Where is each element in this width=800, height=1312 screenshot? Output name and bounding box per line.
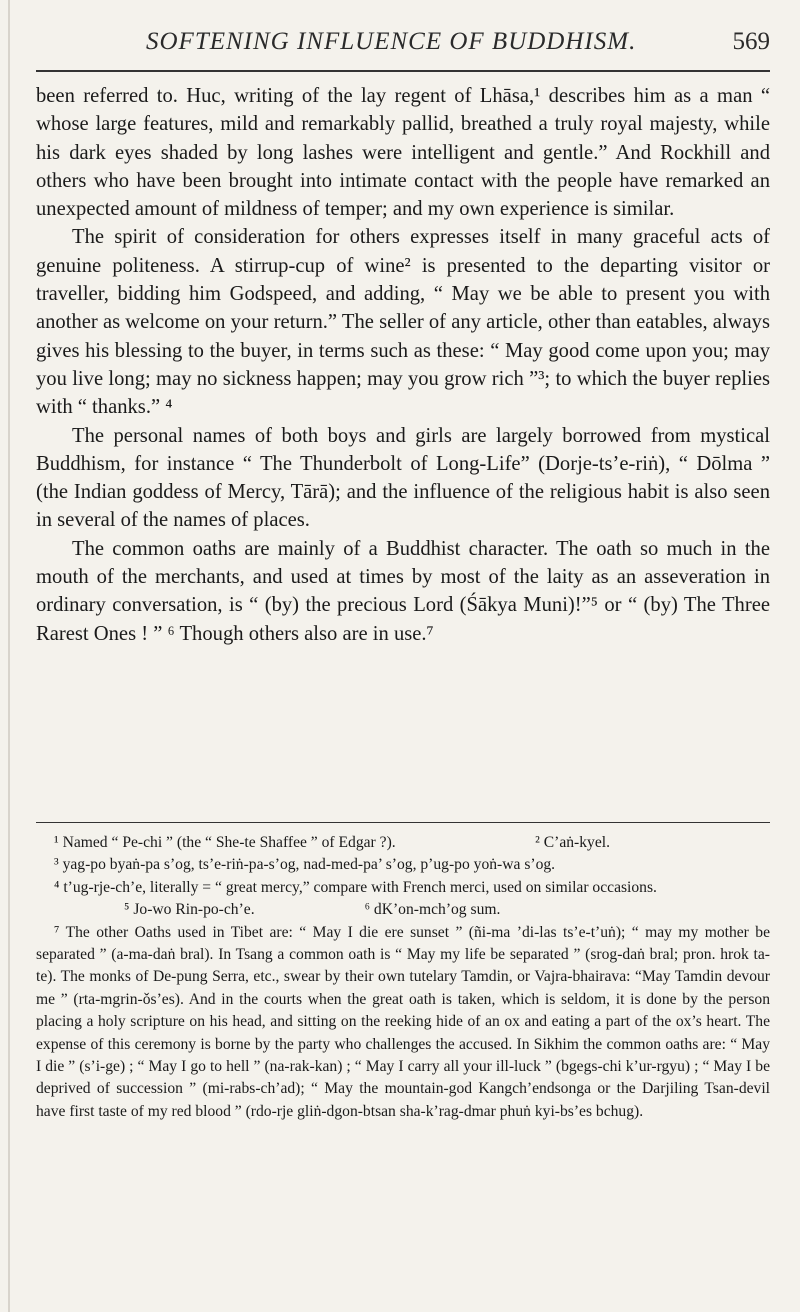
header-rule [36, 70, 770, 72]
footnote-5: ⁵ Jo-wo Rin-po-ch’e. [124, 901, 255, 919]
footnote-rule [36, 822, 770, 823]
footnote-3: ³ yag-po byaṅ-pa s’og, ts’e-riṅ-pa-s’og, nad-med-pa’ s’og, p’ug-po yoṅ-wa s’og. [54, 856, 556, 874]
paragraph-4: The common oaths are mainly of a Buddhist character. The oath so much in the mouth of the merchants, and used at times by most of the laity as an asseveration in ordinary conversation, is “ (by) the precious Lord (Śākya Muni)!”⁵ or “ (by) The Three Rarest Ones ! ” ⁶ Though others also are in use.⁷ [36, 537, 770, 645]
footnote-7: ⁷ The other Oaths used in Tibet are: “ May I die ere sunset ” (ñi-ma ’di-las ts’e-t’uṅ); “ may my mother be separated ” (a-ma-daṅ bral). In Tsang a common oath is “ May my life be separated ” (srog-daṅ bral; pron. hrok ta-te). The monks of De-pung Serra, etc., swear by their own tutelary Tamdin, or Vajra-bhairava: “May Tamdin devour me ” (rta-mgrin-ǒs’es). And in the courts when the great oath is taken, which is seldom, it is done by the person placing a holy scripture on his head, and sitting on the reeking hide of an ox and eating a part of the ox’s heart. The expense of this ceremony is borne by the party who challenges the accused. In Sikhim the common oaths are: “ May I die ” (s’i-ge) ; “ May I go to hell ” (na-rak-kan) ; “ May I carry all your ill-luck ” (bgegs-chi k’ur-rgyu) ; “ May I be deprived of succession ” (mi-rabs-ch’ad); “ May the mountain-god Kangch’endsonga or the Darjiling Tsan-devil have first taste of my red blood ” (rdo-rje gliṅ-dgon-btsan sha-k’rag-dmar phuṅ kyi-bs’es bchug). [36, 923, 770, 1120]
paragraph-1: been referred to. Huc, writing of the lay regent of Lhāsa,¹ describes him as a man “ whose large features, mild and remarkably pallid, breathed a truly royal majesty, while his dark eyes shaded by long lashes were intelligent and gentle.” And Rockhill and others who have been brought into intimate contact with the people have remarked an unexpected amount of mildness of temper; and my own experience is similar. [36, 85, 770, 221]
footnote-6: ⁶ dK’on-mch’og sum. [364, 901, 501, 919]
body-text [36, 82, 770, 648]
page-edge [8, 0, 10, 1312]
footnote-2: ² C’aṅ-kyel. [535, 834, 610, 851]
footnote-row-5 [36, 899, 770, 921]
paragraph-3: The personal names of both boys and girls are largely borrowed from mystical Buddhism, for instance “ The Thunderbolt of Long-Life” (Dorje-ts’e-riṅ), “ Dōlma ” (the Indian goddess of Mercy, Tārā); and the influence of the religious habit is also seen in several of the names of places. [36, 424, 770, 532]
running-head [36, 22, 770, 62]
footnote-4: ⁴ t’ug-rje-ch’e, literally = “ great mercy,” compare with French merci, used on similar occasions. [54, 878, 657, 896]
footnotes [36, 832, 770, 1123]
paragraph-2: The spirit of consideration for others expresses itself in many graceful acts of genuine politeness. A stirrup-cup of wine² is presented to the departing visitor or traveller, bidding him Godspeed, and adding, “ May we be able to present you with another as welcome on your return.” The seller of any article, other than eatables, always gives his blessing to the buyer, in terms such as these: “ May good come upon you; may you live long; may no sickness happen; may you grow rich ”³; to which the buyer replies with “ thanks.” ⁴ [36, 226, 770, 419]
footnote-1: ¹ Named “ Pe-chi ” (the “ She-te Shaffee ” of Edgar ?). [54, 834, 396, 851]
running-title: SOFTENING INFLUENCE OF BUDDHISM. [146, 28, 637, 55]
footnote-row-1 [36, 832, 770, 854]
page-number: 569 [732, 28, 770, 55]
